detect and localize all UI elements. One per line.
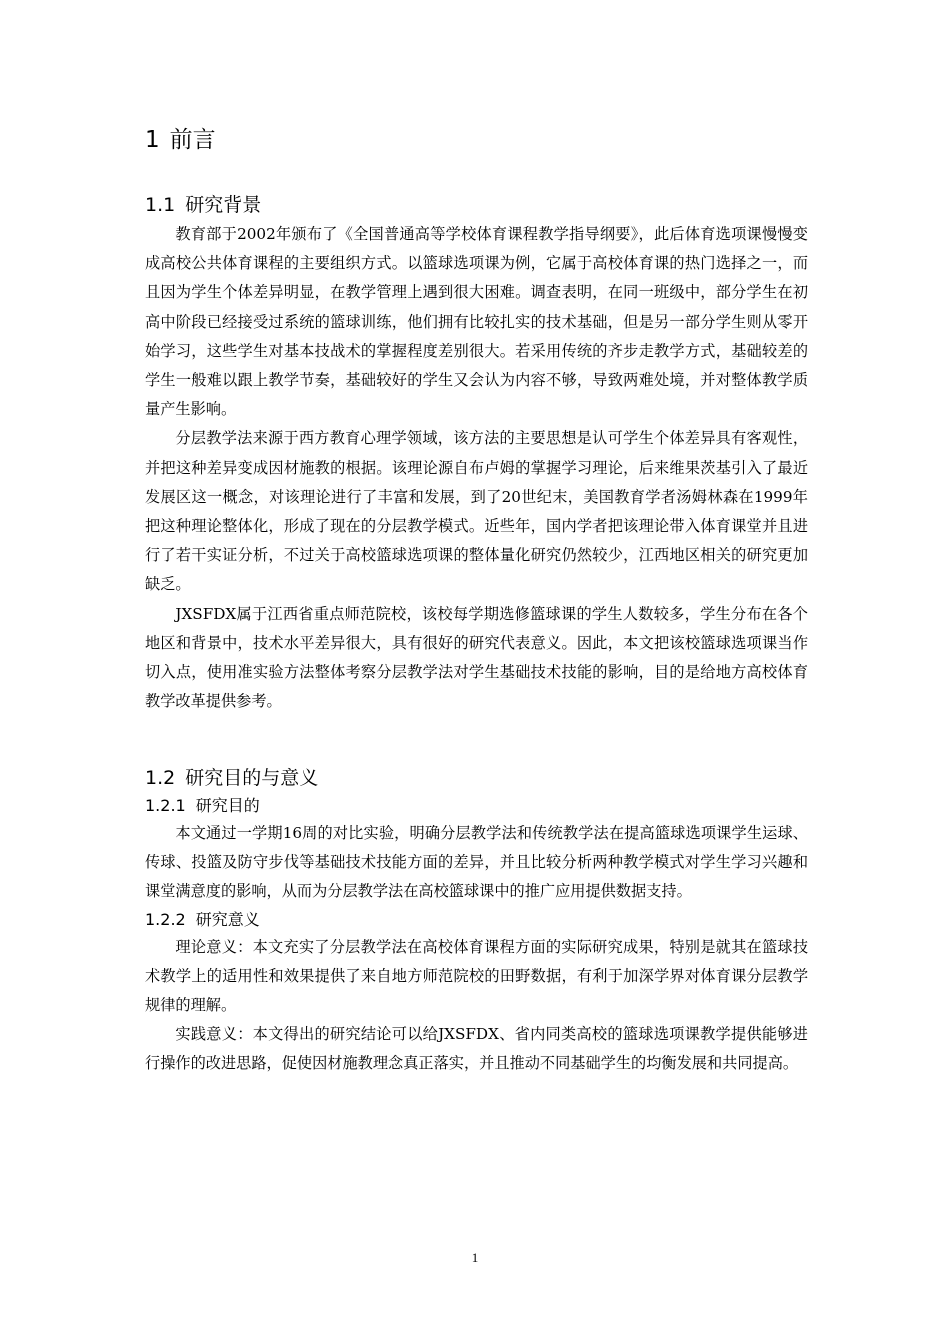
subsection-number: 1.2.2 <box>145 909 186 929</box>
section-title: 研究目的与意义 <box>185 767 319 789</box>
section-number: 1.1 <box>145 194 176 216</box>
paragraph-practice-significance: 实践意义：本文得出的研究结论可以给JXSFDX、省内同类高校的篮球选项课教学提供能够进行操作的改进思路，促使因材施教理念真正落实，并且推动不同基础学生的均衡发展和共同提高。 <box>145 1025 808 1073</box>
section-number: 1.2 <box>145 767 176 789</box>
paragraph-background-1: 教育部于2002年颁布了《全国普通高等学校体育课程教学指导纲要》，此后体育选项课慢慢变成高校公共体育课程的主要组织方式。以篮球选项课为例，它属于高校体育课的热门选择之一，而且因为学生个体差异明显，在教学管理上遇到很大困难。调查表明，在同一班级中，部分学生在初高中阶段已经接受过系统的篮球训练，他们拥有比较扎实的技术基础，但是另一部分学生则从零开始学习，这些学生对基本技战术的掌握程度差别很大。若采用传统的齐步走教学方式，基础较差的学生一般难以跟上教学节奏，基础较好的学生又会认为内容不够，导致两难处境，并对整体教学质量产生影响。 <box>145 225 808 419</box>
chapter-number: 1 <box>145 127 160 153</box>
subsection-title: 研究目的 <box>195 796 260 815</box>
section-1-2 <box>145 763 808 1079</box>
section-1-1 <box>145 190 808 716</box>
paragraph-purpose: 本文通过一学期16周的对比实验，明确分层教学法和传统教学法在提高篮球选项课学生运球、传球、投篮及防守步伐等基础技术技能方面的差异，并且比较分析两种教学模式对学生学习兴趣和课堂满意度的影响，从而为分层教学法在高校篮球课中的推广应用提供数据支持。 <box>145 824 808 901</box>
document-page <box>145 0 808 1344</box>
chapter-title: 前言 <box>169 127 216 153</box>
subsection-number: 1.2.1 <box>145 796 186 815</box>
paragraph-background-3: JXSFDX属于江西省重点师范院校，该校每学期选修篮球课的学生人数较多，学生分布在各个地区和背景中，技术水平差异很大，具有很好的研究代表意义。因此，本文把该校篮球选项课当作切入点，使用准实验方法整体考察分层教学法对学生基础技术技能的影响，目的是给地方高校体育教学改革提供参考。 <box>145 604 808 711</box>
section-heading-1-1 <box>145 190 808 220</box>
subsection-title: 研究意义 <box>195 909 260 929</box>
paragraph-theory-significance: 理论意义：本文充实了分层教学法在高校体育课程方面的实际研究成果，特别是就其在篮球技术教学上的适用性和效果提供了来自地方师范院校的田野数据，有利于加深学界对体育课分层教学规律的理解。 <box>145 937 808 1015</box>
subsection-heading-1-2-1 <box>145 793 808 819</box>
subsection-heading-1-2-2 <box>145 907 808 933</box>
section-heading-1-2 <box>145 763 808 793</box>
paragraph-background-2: 分层教学法来源于西方教育心理学领域，该方法的主要思想是认可学生个体差异具有客观性，并把这种差异变成因材施教的根据。该理论源自布卢姆的掌握学习理论，后来维果茨基引入了最近发展区这一概念，对该理论进行了丰富和发展，到了20世纪末，美国教育学者汤姆林森在1999年把这种理论整体化，形成了现在的分层教学模式。近些年，国内学者把该理论带入体育课堂并且进行了若干实证分析，不过关于高校篮球选项课的整体量化研究仍然较少，江西地区相关的研究更加缺乏。 <box>145 429 808 594</box>
section-title: 研究背景 <box>185 194 262 216</box>
chapter-heading <box>145 124 216 156</box>
page-number: 1 <box>471 1250 479 1265</box>
